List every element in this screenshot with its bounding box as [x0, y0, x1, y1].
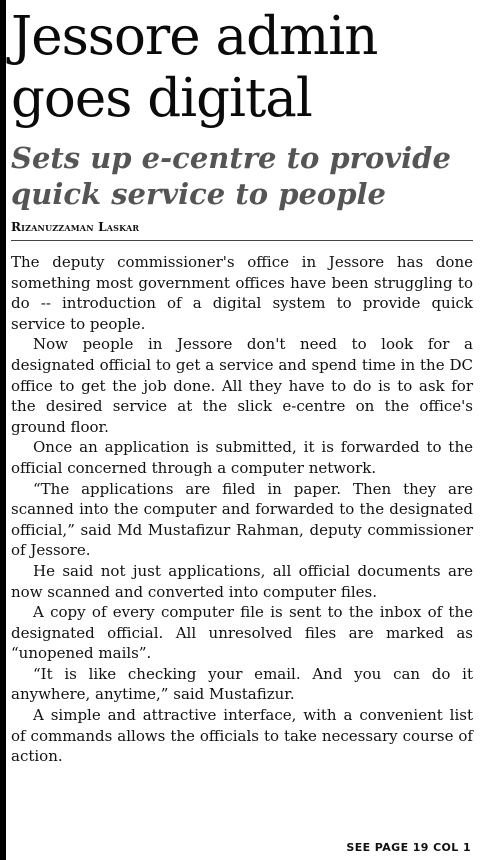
paragraph: Now people in Jessore don't need to look for a designated official to get a service and spend time in the DC office to get the job done. All they have to do is to ask for the desired service at the slick e-centre on the office's ground floor. — [11, 335, 473, 436]
paragraph: A simple and attractive interface, with a convenient list of commands allows the officials to take necessary course of action. — [11, 706, 473, 766]
paragraph: A copy of every computer file is sent to the inbox of the designated official. All unresolved files are marked as “unopened mails”. — [11, 603, 473, 663]
paragraph: Once an application is submitted, it is forwarded to the official concerned through a computer network. — [11, 438, 473, 477]
paragraph: “It is like checking your email. And you can do it anywhere, anytime,” said Mustafizur. — [11, 664, 473, 704]
news-article — [11, 0, 473, 767]
article-body — [11, 252, 473, 767]
continuation-note: SEE PAGE 19 COL 1 — [346, 841, 471, 854]
column-rule — [0, 0, 6, 860]
subheadline: Sets up e-centre to provide quick service to people — [11, 141, 451, 211]
paragraph: The deputy commissioner's office in Jessore has done something most government offices have been struggling to do -- introduction of a digital system to provide quick service to people. — [11, 253, 473, 333]
byline: Rizanuzzaman Laskar — [11, 220, 473, 241]
headline: Jessore admin goes digital — [11, 6, 378, 129]
paragraph: “The applications are filed in paper. Then they are scanned into the computer and forwarded to the designated official,” said Md Mustafizur Rahman, deputy commissioner of Jessore. — [11, 479, 473, 560]
paragraph: He said not just applications, all official documents are now scanned and converted into computer files. — [11, 561, 473, 601]
